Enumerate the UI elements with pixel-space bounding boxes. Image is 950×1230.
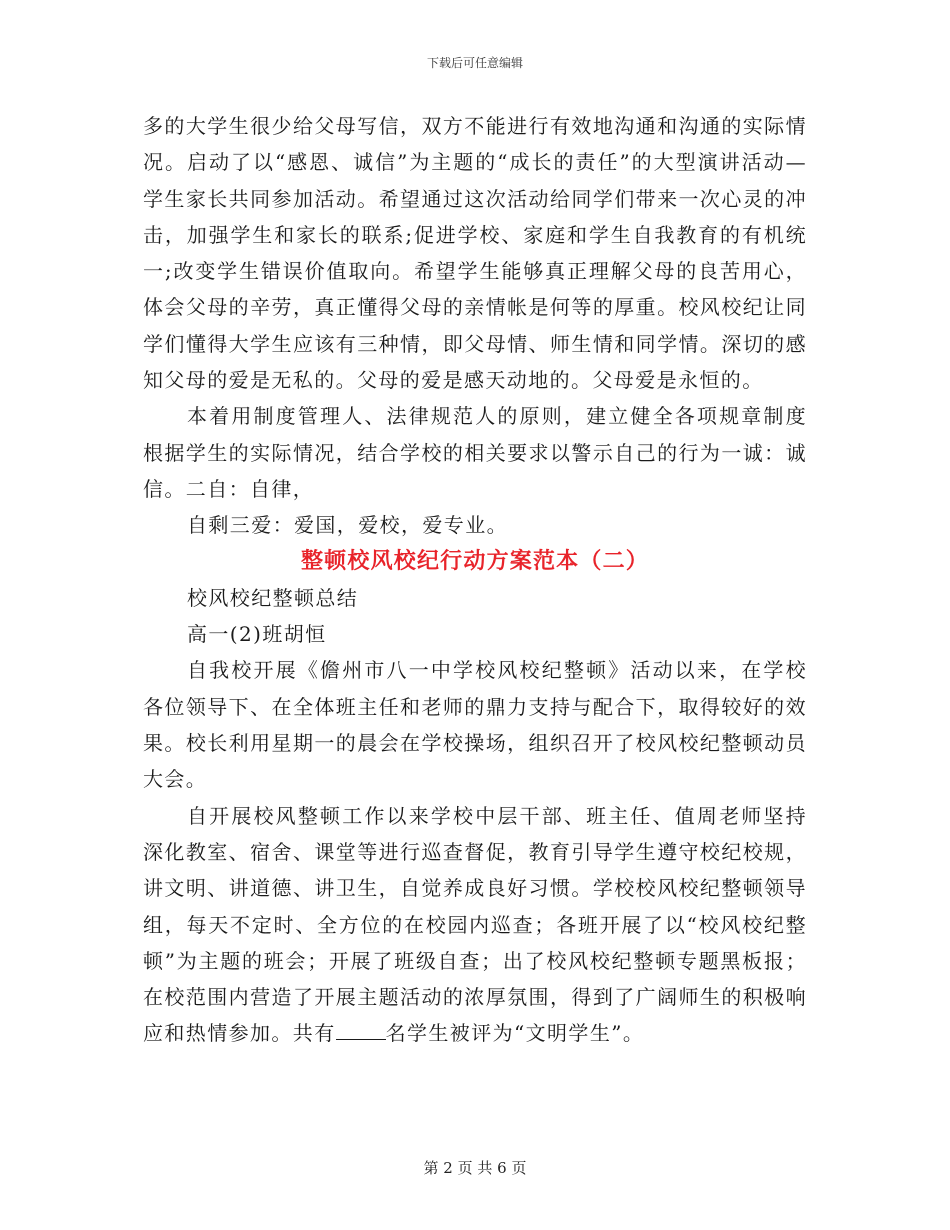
page-header: 下载后可任意编辑 (426, 56, 523, 70)
fill-in-blank (336, 1039, 386, 1040)
paragraph-three-loves: 自剩三爱：爱国，爱校，爱专业。 (187, 513, 508, 538)
paragraph-rectification-work (143, 798, 807, 1052)
author-line: 高一(2)班胡恒 (187, 622, 327, 647)
summary-heading: 校风校纪整顿总结 (187, 585, 359, 610)
section-title: 整顿校风校纪行动方案范本（二） (300, 548, 649, 574)
paragraph-continued: 多的大学生很少给父母写信，双方不能进行有效地沟通和沟通的实际情况。启动了以“感恩、诚信”为主题的“成长的责任”的大型演讲活动—学生家长共同参加活动。希望通过这次活动给同学们带来一次心灵的冲击，加强学生和家长的联系;促进学校、家庭和学生自我教育的有机统一;改变学生错误价值取向。希望学生能够真正理解父母的良苦用心，体会父母的辛劳，真正懂得父母的亲情帐是何等的厚重。校风校纪让同学们懂得大学生应该有三种情，即父母情、师生情和同学情。深切的感知父母的爱是无私的。父母的爱是感天动地的。父母爱是永恒的。 (143, 114, 807, 393)
page-footer: 第 2 页 共 6 页 (423, 1159, 527, 1177)
rectification-text-end: 名学生被评为“文明学生”。 (385, 1021, 645, 1046)
document-body (143, 108, 807, 1052)
paragraph-activity-intro: 自我校开展《儋州市八一中学校风校纪整顿》活动以来，在学校各位领导下、在全体班主任和老师的鼎力支持与配合下，取得较好的效果。校长利用星期一的晨会在学校操场，组织召开了校风校纪整顿动员大会。 (143, 658, 807, 792)
paragraph-rules: 本着用制度管理人、法律规范人的原则，建立健全各项规章制度根据学生的实际情况，结合学校的相关要求以警示自己的行为一诚：诚信。二自：自律， (143, 404, 807, 501)
rectification-text: 自开展校风整顿工作以来学校中层干部、班主任、值周老师坚持深化教室、宿舍、课堂等进行巡查督促，教育引导学生遵守校纪校规，讲文明、讲道德、讲卫生，自觉养成良好习惯。学校校风校纪整顿领导组，每天不定时、全方位的在校园内巡查；各班开展了以“校风校纪整顿”为主题的班会；开展了班级自查；出了校风校纪整顿专题黑板报；在校范围内营造了开展主题活动的浓厚氛围，得到了广阔师生的积极响应和热情参加。共有 (143, 803, 807, 1046)
